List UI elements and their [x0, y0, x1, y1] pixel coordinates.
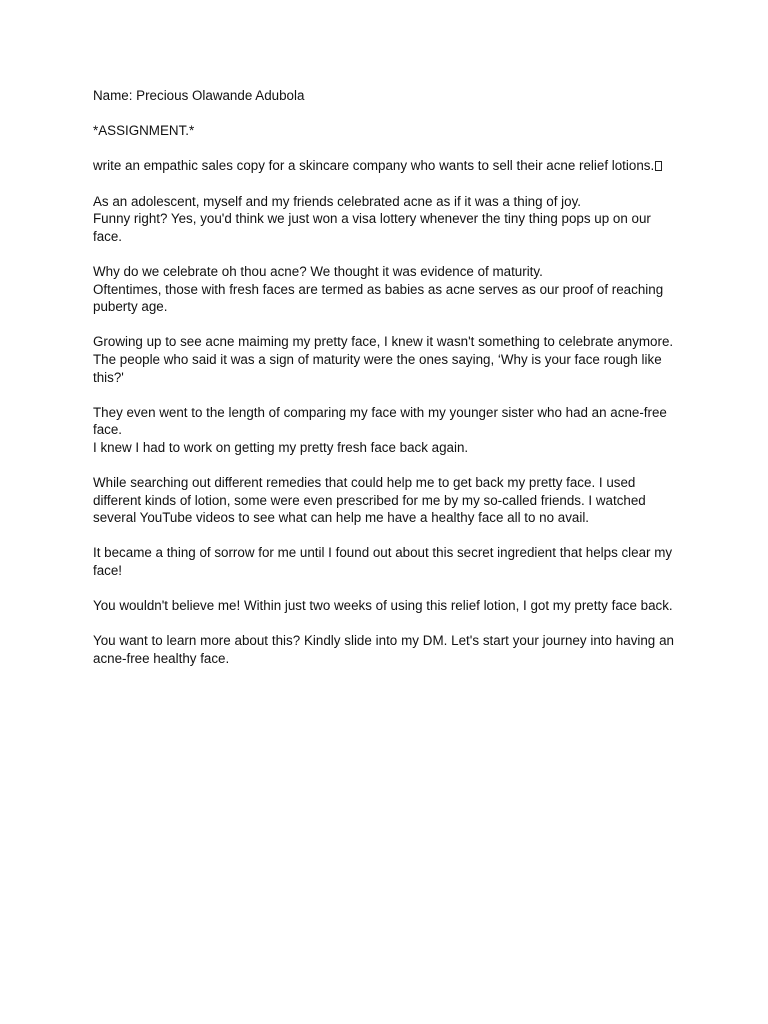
missing-glyph-icon	[655, 161, 662, 171]
assignment-prompt-text: write an empathic sales copy for a skincare company who wants to sell their acne relief lotions.	[93, 158, 655, 174]
paragraph-4	[93, 404, 674, 457]
paragraph-line: I knew I had to work on getting my pretty fresh face back again.	[93, 439, 469, 455]
paragraph-2	[93, 263, 674, 316]
paragraph-line: You wouldn't believe me! Within just two weeks of using this relief lotion, I got my pretty face back.	[93, 598, 673, 614]
paragraph-line: Growing up to see acne maiming my pretty face, I knew it wasn't something to celebrate anymore.	[93, 334, 674, 350]
paragraph-line: While searching out different remedies that could help me to get back my pretty face. I used different kinds of lotion, some were even prescribed for me by my so-called friends. I watched several YouTube videos to see what can help me have a healthy face all to no avail.	[93, 475, 646, 526]
paragraph-line: The people who said it was a sign of maturity were the ones saying, ‘Why is your face rough like this?'	[93, 351, 662, 385]
paragraph-1	[93, 193, 674, 246]
paragraph-3	[93, 333, 674, 386]
paragraph-line: As an adolescent, myself and my friends celebrated acne as if it was a thing of joy.	[93, 193, 582, 209]
paragraph-7	[93, 597, 674, 615]
paragraph-line: Oftentimes, those with fresh faces are termed as babies as acne serves as our proof of reaching puberty age.	[93, 281, 664, 315]
paragraph-6	[93, 544, 674, 579]
document-body	[93, 87, 674, 685]
paragraph-line: It became a thing of sorrow for me until I found out about this secret ingredient that helps clear my face!	[93, 545, 673, 579]
assignment-prompt	[93, 157, 674, 175]
paragraph-8	[93, 632, 674, 667]
paragraph-5	[93, 474, 674, 527]
assignment-heading: *ASSIGNMENT.*	[93, 123, 195, 139]
paragraph-line: They even went to the length of comparing my face with my younger sister who had an acne-free face.	[93, 404, 667, 438]
name-line: Name: Precious Olawande Adubola	[93, 88, 305, 103]
paragraph-line: Funny right? Yes, you'd think we just won a visa lottery whenever the tiny thing pops up on our face.	[93, 211, 651, 244]
paragraph-line: You want to learn more about this? Kindly slide into my DM. Let's start your journey into having an acne-free healthy face.	[93, 633, 674, 666]
paragraph-line: Why do we celebrate oh thou acne? We thought it was evidence of maturity.	[93, 263, 543, 279]
